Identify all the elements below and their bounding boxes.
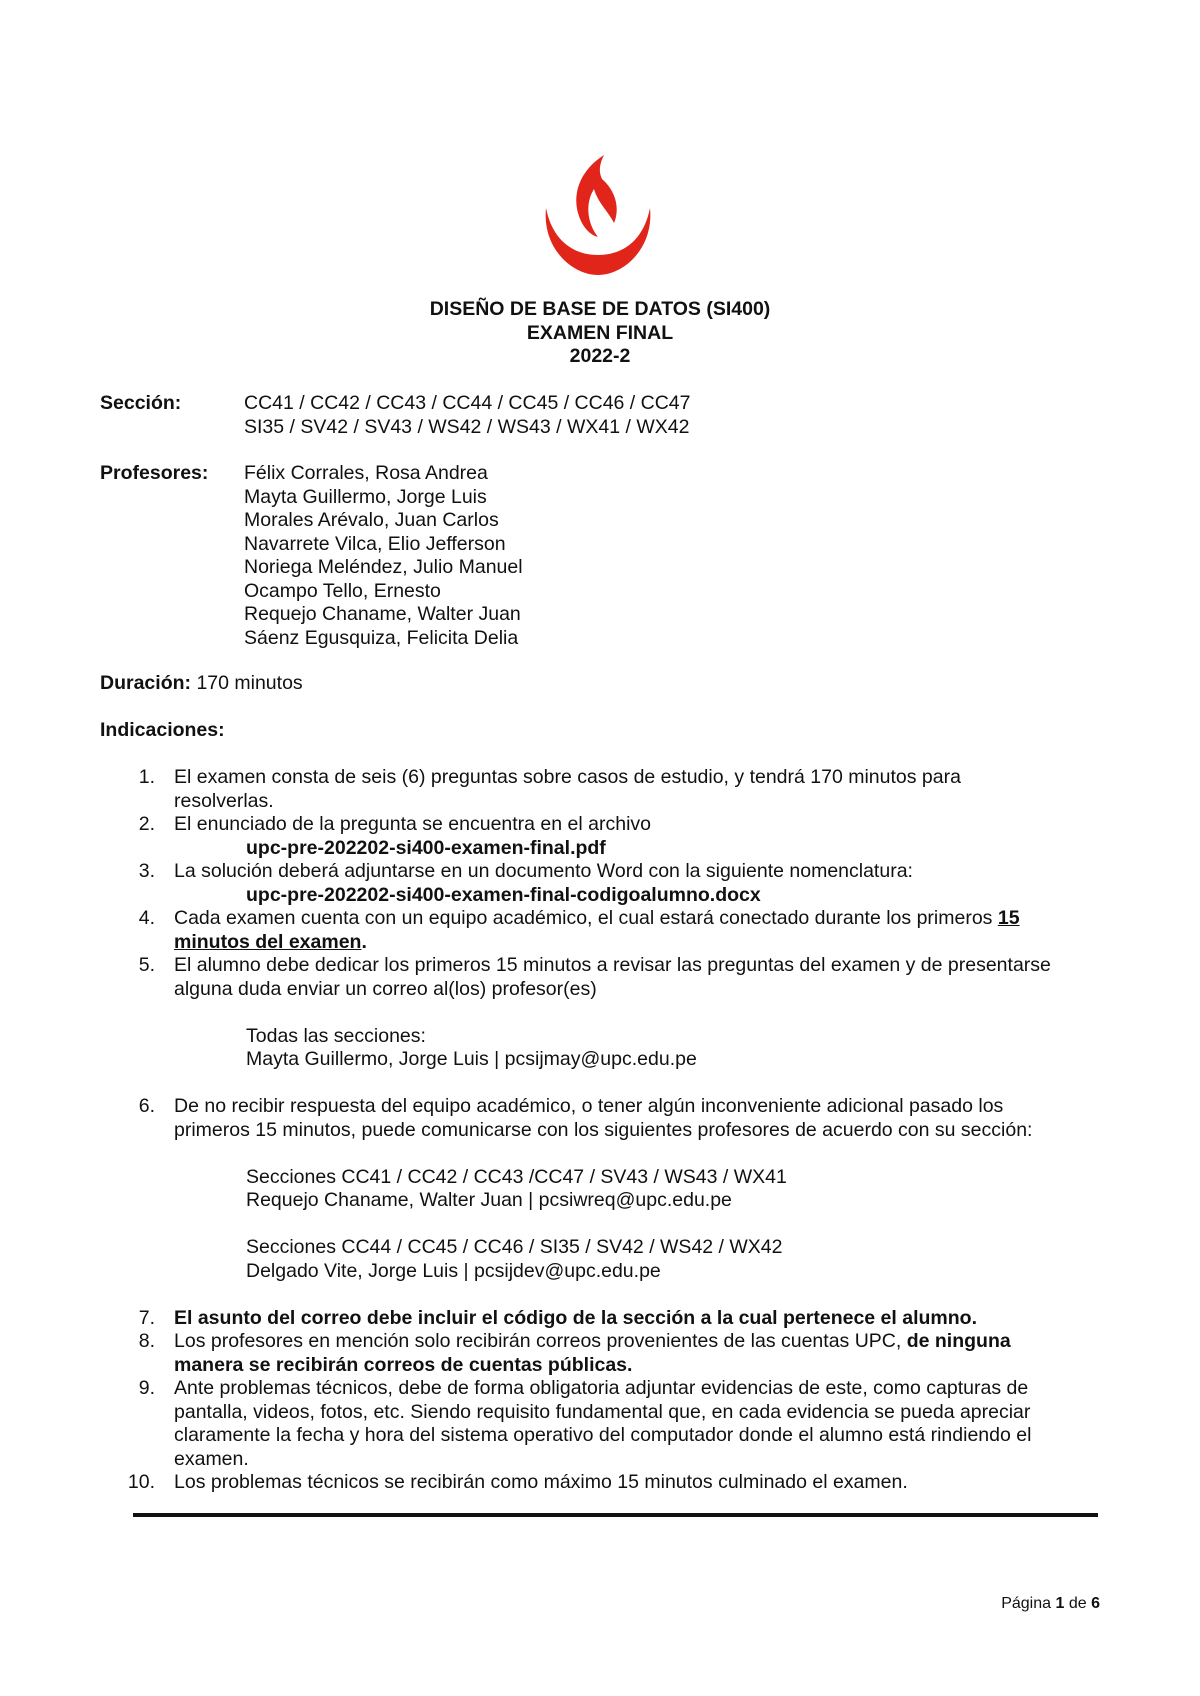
list-item: 2. El enunciado de la pregunta se encuentra en el archivo upc-pre-202202-si400-examen-final.pdf bbox=[100, 813, 1100, 860]
duracion-label: Duración: bbox=[100, 672, 192, 694]
list-item: 6. De no recibir respuesta del equipo académico, o tener algún inconveniente adicional pasado los primeros 15 minutos, puede comunicarse con los siguientes profesores de acuerdo con su sección: Secciones CC41 / CC42 / CC43 /CC47 / SV43 / WS43 / WX41 Requejo Chaname, Walter Juan | pcsiwreq@upc.edu.pe Secciones CC44 / CC45 / CC46 / SI35 / SV42 / WS42 / WX42 Delgado Vite, Jorge Luis | pcsijdev@upc.edu.pe bbox=[100, 1095, 1100, 1307]
profesor-name: Ocampo Tello, Ernesto bbox=[244, 579, 441, 602]
list-item: 4. Cada examen cuenta con un equipo académico, el cual estará conectado durante los primeros 15 minutos del examen. bbox=[138, 907, 1020, 953]
profesor-name: Félix Corrales, Rosa Andrea bbox=[244, 462, 488, 484]
list-item: 5. El alumno debe dedicar los primeros 15 minutos a revisar las preguntas del examen y de presentarse alguna duda enviar un correo al(los) profesor(es) Todas las secciones: Mayta Guillermo, Jorge Luis | pcsijmay@upc.edu.pe bbox=[100, 954, 1100, 1095]
indicaciones-label: Indicaciones: bbox=[100, 719, 225, 741]
seccion-line: CC41 / CC42 / CC43 / CC44 / CC45 / CC46 / CC47 bbox=[244, 392, 691, 414]
contact-line: Mayta Guillermo, Jorge Luis | pcsijmay@upc.edu.pe bbox=[246, 1048, 697, 1070]
course-title: DISEÑO DE BASE DE DATOS (SI400) bbox=[429, 298, 771, 320]
profesor-name: Morales Arévalo, Juan Carlos bbox=[244, 509, 499, 531]
exam-title: EXAMEN FINAL bbox=[526, 321, 674, 344]
list-item: 9. Ante problemas técnicos, debe de forma obligatoria adjuntar evidencias de este, como capturas de pantalla, videos, fotos, etc. Siendo requisito fundamental que, en cada evidencia se pueda apreciar claramente la fecha y hora del sistema operativo del computador donde el alumno está rindiendo el examen. bbox=[138, 1377, 1032, 1470]
file-name: upc-pre-202202-si400-examen-final.pdf bbox=[246, 836, 606, 859]
term-title: 2022-2 bbox=[569, 345, 631, 367]
list-item: 3. La solución deberá adjuntarse en un documento Word con la siguiente nomenclatura: upc-pre-202202-si400-examen-final-codigoalumno.docx bbox=[100, 860, 1100, 907]
profesor-name: Noriega Meléndez, Julio Manuel bbox=[244, 556, 523, 578]
page-number: Página 1 de 6 bbox=[1001, 1595, 1100, 1612]
duracion-value: 170 minutos bbox=[196, 672, 303, 694]
upc-flame-logo-icon bbox=[538, 153, 658, 283]
indicaciones-heading bbox=[100, 719, 225, 743]
list-item: 10. Los problemas técnicos se recibirán como máximo 15 minutos culminado el examen. bbox=[127, 1471, 908, 1493]
seccion-label: Sección: bbox=[100, 392, 182, 414]
profesor-name: Sáenz Egusquiza, Felicita Delia bbox=[244, 626, 519, 649]
contact-line: Requejo Chaname, Walter Juan | pcsiwreq@upc.edu.pe bbox=[246, 1189, 732, 1211]
profesor-name: Navarrete Vilca, Elio Jefferson bbox=[244, 532, 506, 555]
list-item: 7. El asunto del correo debe incluir el código de la sección a la cual pertenece el alumno. bbox=[138, 1306, 977, 1329]
list-item: 8. Los profesores en mención solo recibirán correos provenientes de las cuentas UPC, de ninguna manera se recibirán correos de cuentas públicas. bbox=[138, 1330, 1011, 1376]
profesor-name: Mayta Guillermo, Jorge Luis bbox=[244, 485, 487, 508]
list-item: 1. El examen consta de seis (6) preguntas sobre casos de estudio, y tendrá 170 minutos para resolverlas. bbox=[138, 766, 961, 812]
duracion-field bbox=[100, 672, 303, 696]
profesor-name: Requejo Chaname, Walter Juan bbox=[244, 603, 521, 625]
footer-divider bbox=[133, 1513, 1098, 1517]
document-title bbox=[0, 298, 1200, 369]
seccion-line: SI35 / SV42 / SV43 / WS42 / WS43 / WX41 / WX42 bbox=[244, 415, 690, 438]
file-name: upc-pre-202202-si400-examen-final-codigoalumno.docx bbox=[246, 883, 761, 906]
profesores-label: Profesores: bbox=[100, 462, 209, 484]
contact-line: Delgado Vite, Jorge Luis | pcsijdev@upc.edu.pe bbox=[246, 1259, 661, 1282]
indicaciones-list bbox=[100, 766, 1100, 1495]
